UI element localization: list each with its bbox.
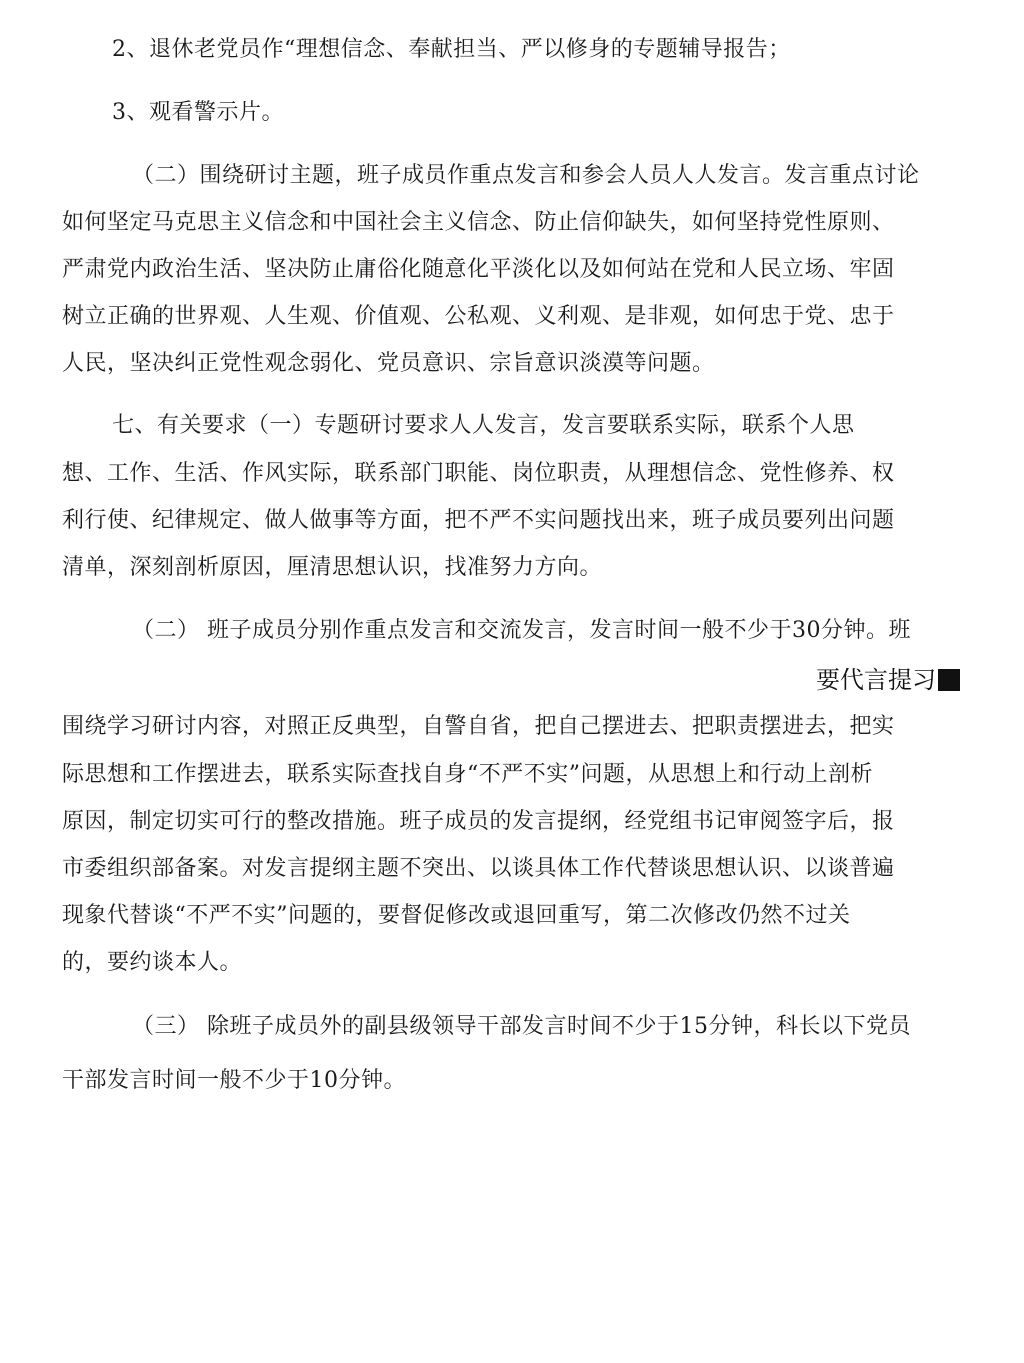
- text-line-16: 市委组织部备案。对发言提纲主题不突出、以谈具体工作代替谈思想认识、以谈普遍: [62, 856, 895, 881]
- text-line-2: 3、观看警示片。: [112, 100, 284, 125]
- text-line-8: 七、有关要求（一）专题研讨要求人人发言，发言要联系实际，联系个人思: [112, 413, 855, 438]
- text-line-18: 的，要约谈本人。: [62, 950, 243, 975]
- text-line-19: （三） 除班子成员外的副县级领导干部发言时间不少于15分钟，科长以下党员: [132, 1014, 911, 1039]
- text-line-12: （二） 班子成员分别作重点发言和交流发言，发言时间一般不少于30分钟。班: [132, 618, 911, 643]
- side-label: [816, 665, 960, 695]
- text-line-4: 如何坚定马克思主义信念和中国社会主义信念、防止信仰缺失，如何坚持党性原则、: [62, 210, 895, 235]
- text-line-1: 2、退休老党员作“理想信念、奉献担当、严以修身的专题辅导报告；: [112, 37, 791, 62]
- text-line-14: 际思想和工作摆进去，联系实际查找自身“不严不实”问题，从思想上和行动上剖析: [62, 762, 873, 787]
- text-line-15: 原因，制定切实可行的整改措施。班子成员的发言提纲，经党组书记审阅签字后，报: [62, 809, 895, 834]
- text-line-20: 干部发言时间一般不少于10分钟。: [62, 1068, 406, 1093]
- text-line-5: 严肃党内政治生活、坚决防止庸俗化随意化平淡化以及如何站在党和人民立场、牢固: [62, 257, 895, 282]
- text-line-7: 人民，坚决纠正党性观念弱化、党员意识、宗旨意识淡漠等问题。: [62, 351, 715, 376]
- text-line-10: 利行使、纪律规定、做人做事等方面，把不严不实问题找出来，班子成员要列出问题: [62, 508, 895, 533]
- text-line-9: 想、工作、生活、作风实际，联系部门职能、岗位职责，从理想信念、党性修养、权: [62, 461, 895, 486]
- text-line-3: （二）围绕研讨主题，班子成员作重点发言和参会人员人人发言。发言重点讨论: [132, 163, 920, 188]
- text-line-13: 围绕学习研讨内容，对照正反典型，自警自省，把自己摆进去、把职责摆进去，把实: [62, 714, 895, 739]
- side-label-text: 要代言提习: [816, 666, 936, 694]
- text-line-17: 现象代替谈“不严不实”问题的，要督促修改或退回重写，第二次修改仍然不过关: [62, 903, 851, 928]
- text-line-6: 树立正确的世界观、人生观、价值观、公私观、义利观、是非观，如何忠于党、忠于: [62, 304, 895, 329]
- text-line-11: 清单，深刻剖析原因，厘清思想认识，找准努力方向。: [62, 555, 603, 580]
- black-square-icon: [938, 669, 960, 691]
